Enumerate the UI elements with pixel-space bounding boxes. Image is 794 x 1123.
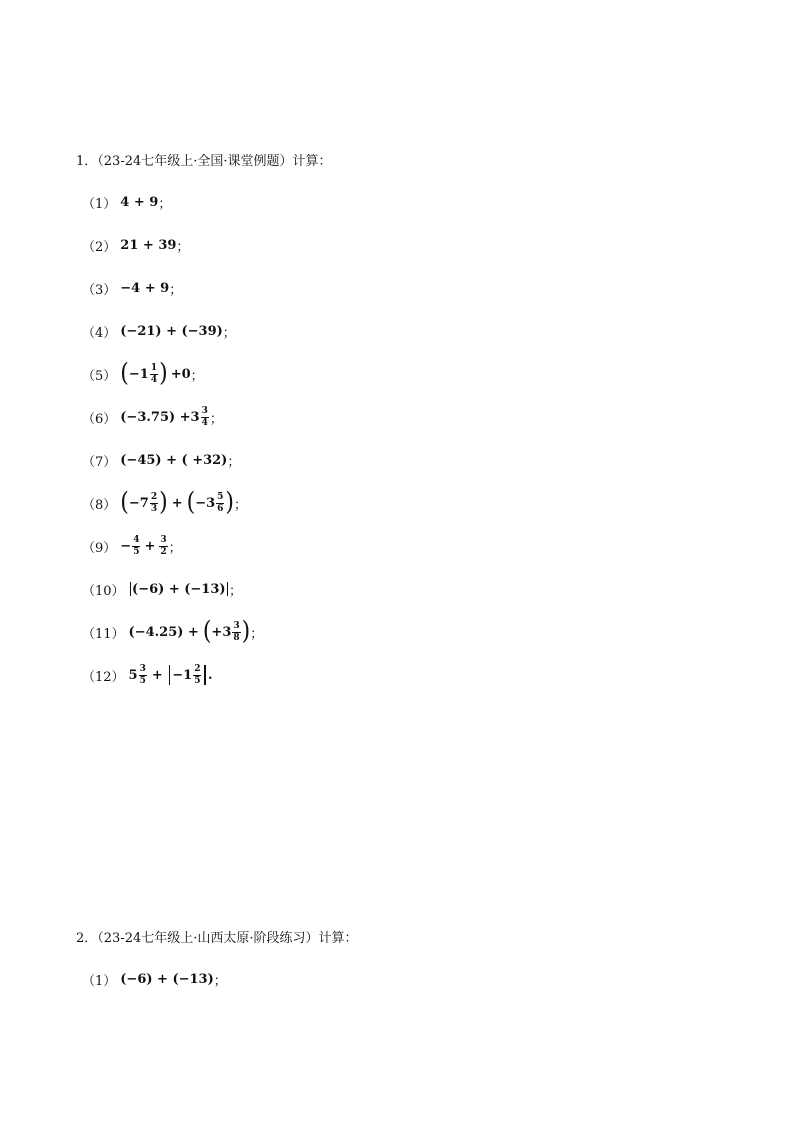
- left-paren: (: [120, 488, 129, 517]
- expression: (−45) + ( +32): [120, 452, 228, 468]
- fraction: [150, 364, 158, 385]
- numerator: 1: [150, 362, 158, 373]
- left-paren: (: [186, 488, 196, 517]
- item-label: （6）: [82, 411, 117, 427]
- expression: (−4.25) +: [128, 624, 199, 640]
- item-label: （1）: [82, 973, 117, 989]
- right-paren: ): [159, 359, 168, 388]
- expression: (−3.75) +3: [120, 409, 200, 425]
- item-label: （4）: [82, 325, 117, 341]
- right-paren: ): [241, 617, 251, 646]
- fraction: [139, 665, 147, 686]
- numerator: 3: [233, 620, 240, 631]
- punct: ；: [169, 282, 183, 298]
- problem-1-header: 1．（23-24七年级上·全国·课堂例题）计算：: [76, 154, 332, 169]
- denominator: 2: [160, 546, 167, 557]
- item-1-1: [82, 187, 171, 217]
- numerator: 4: [133, 534, 140, 545]
- item-1-8: [82, 488, 247, 518]
- expression: (−21) + (−39): [120, 323, 223, 339]
- fraction: [193, 665, 201, 686]
- right-paren: ): [159, 488, 168, 517]
- expression: 21 + 39: [120, 237, 177, 253]
- whole: −1: [128, 366, 149, 382]
- operator: +: [151, 667, 163, 683]
- sign: −: [120, 538, 132, 554]
- item-1-4: [82, 316, 236, 346]
- denominator: 8: [233, 632, 240, 643]
- item-1-7: [82, 445, 240, 475]
- punct: .: [207, 667, 213, 683]
- denominator: 5: [194, 675, 201, 686]
- denominator: 5: [139, 675, 146, 686]
- numerator: 3: [201, 405, 208, 416]
- punct: ；: [222, 325, 236, 341]
- operator: +: [171, 495, 183, 511]
- punct: ；: [234, 497, 248, 513]
- item-1-12: [82, 660, 213, 690]
- whole: +3: [211, 624, 232, 640]
- item-1-11: [82, 617, 263, 647]
- abs-bar-left: [169, 665, 171, 685]
- denominator: 3: [150, 503, 158, 514]
- fraction: [201, 407, 209, 428]
- numerator: 2: [150, 491, 158, 502]
- expression: −4 + 9: [120, 280, 170, 296]
- punct: ；: [190, 368, 204, 384]
- abs-bar-right: [204, 665, 206, 685]
- item-label: （3）: [82, 282, 117, 298]
- numerator: 2: [194, 663, 201, 674]
- punct: ；: [158, 196, 172, 212]
- operator: +: [144, 538, 156, 554]
- fraction: [150, 493, 158, 514]
- item-label: （10）: [82, 583, 125, 599]
- item-1-2: [82, 230, 189, 260]
- right-paren: ): [225, 488, 234, 517]
- abs-bar-left: [130, 582, 132, 596]
- numerator: 3: [139, 663, 146, 674]
- item-label: （1）: [82, 196, 117, 212]
- fraction: [132, 536, 140, 557]
- punct: ；: [229, 583, 243, 599]
- punct: ；: [168, 540, 182, 556]
- item-label: （8）: [82, 497, 117, 513]
- numerator: 3: [160, 534, 167, 545]
- item-1-6: [82, 402, 223, 432]
- whole: −1: [172, 667, 193, 683]
- item-1-10: [82, 574, 242, 604]
- item-label: （9）: [82, 540, 117, 556]
- expression: (−6) + (−13): [120, 971, 214, 987]
- denominator: 5: [133, 546, 140, 557]
- item-1-5: [82, 359, 204, 389]
- left-paren: (: [120, 359, 129, 388]
- fraction: [216, 493, 224, 514]
- left-paren: (: [202, 617, 212, 646]
- punct: ；: [176, 239, 190, 255]
- item-label: （12）: [82, 669, 125, 685]
- expression-rest: +0: [170, 366, 191, 382]
- abs-bar-right: [227, 582, 229, 596]
- punct: ；: [213, 973, 227, 989]
- denominator: 4: [150, 374, 158, 385]
- item-label: （11）: [82, 626, 125, 642]
- item-label: （5）: [82, 368, 117, 384]
- fraction: [159, 536, 167, 557]
- punct: ；: [209, 411, 223, 427]
- whole: −3: [195, 495, 216, 511]
- punct: ；: [227, 454, 241, 470]
- punct: ；: [250, 626, 264, 642]
- expression: (−6) + (−13): [132, 581, 226, 597]
- numerator: 5: [217, 491, 224, 502]
- item-2-1: [82, 964, 227, 994]
- item-1-3: [82, 273, 182, 303]
- item-label: （2）: [82, 239, 117, 255]
- denominator: 6: [217, 503, 224, 514]
- item-1-9: [82, 531, 182, 561]
- whole: −7: [128, 495, 149, 511]
- expression: 4 + 9: [120, 194, 159, 210]
- item-label: （7）: [82, 454, 117, 470]
- fraction: [232, 622, 240, 643]
- problem-2-header: 2．（23-24七年级上·山西太原·阶段练习）计算：: [76, 931, 358, 946]
- denominator: 4: [201, 417, 208, 428]
- whole: 5: [128, 667, 138, 683]
